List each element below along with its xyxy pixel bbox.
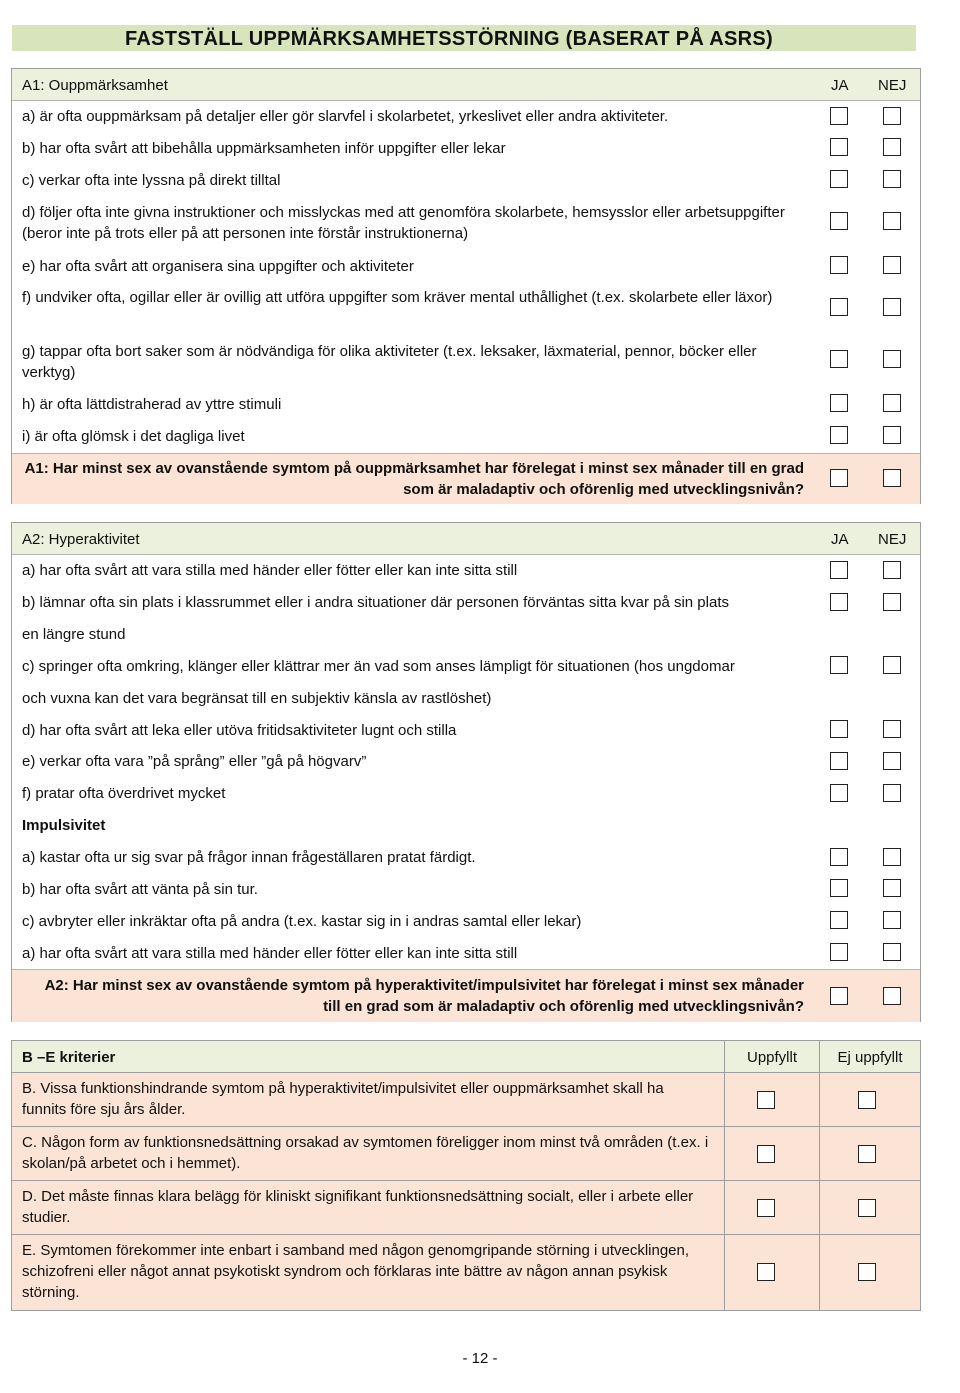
be-item-e bbox=[12, 1235, 920, 1310]
a2-f-ja-checkbox[interactable] bbox=[830, 784, 848, 802]
a1-d-nej-checkbox[interactable] bbox=[883, 212, 901, 230]
a2-e-nej-checkbox[interactable] bbox=[883, 752, 901, 770]
be-b-ej-uppfyllt-checkbox[interactable] bbox=[858, 1091, 876, 1109]
a1-summary-nej-checkbox[interactable] bbox=[883, 469, 901, 487]
a2-summary-nej-checkbox[interactable] bbox=[883, 987, 901, 1005]
be-item-d bbox=[12, 1181, 920, 1235]
a1-e-nej-checkbox[interactable] bbox=[883, 256, 901, 274]
be-item-text: B. Vissa funktionshindrande symtom på hyperaktivitet/impulsivitet eller ouppmärksamhet skall ha funnits före sju års ålder. bbox=[22, 1080, 664, 1118]
a2-item-text: b) lämnar ofta sin plats i klassrummet eller i andra situationer där personen förväntas sitta kvar på sin plats bbox=[22, 594, 729, 611]
a1-header bbox=[12, 69, 920, 101]
a2-b-nej-checkbox[interactable] bbox=[883, 593, 901, 611]
a2-summary-text: A2: Har minst sex av ovanstående symtom på hyperaktivitet/impulsivitet har förelegat i minst sex månader till en grad som är maladaptiv och oförenlig med utvecklingsnivån? bbox=[44, 977, 804, 1015]
a1-b-nej-checkbox[interactable] bbox=[883, 138, 901, 156]
a2-item-text: f) pratar ofta överdrivet mycket bbox=[22, 785, 226, 802]
a2-item-text: och vuxna kan det vara begränsat till en subjektiv känsla av rastlöshet) bbox=[22, 690, 492, 707]
a2-e-ja-checkbox[interactable] bbox=[830, 752, 848, 770]
be-d-ej-uppfyllt-checkbox[interactable] bbox=[858, 1199, 876, 1217]
be-b-uppfyllt-checkbox[interactable] bbox=[757, 1091, 775, 1109]
a1-item-text: a) är ofta ouppmärksam på detaljer eller gör slarvfel i skolarbetet, yrkeslivet eller andra aktiviteter. bbox=[22, 108, 669, 125]
a1-c-nej-checkbox[interactable] bbox=[883, 170, 901, 188]
be-section bbox=[11, 1040, 921, 1311]
a1-e-ja-checkbox[interactable] bbox=[830, 256, 848, 274]
a1-b-ja-checkbox[interactable] bbox=[830, 138, 848, 156]
a2-item-text: a) har ofta svårt att vara stilla med händer eller fötter eller kan inte sitta still bbox=[22, 562, 518, 579]
impuls-c-ja-checkbox[interactable] bbox=[830, 911, 848, 929]
be-item-text: E. Symtomen förekommer inte enbart i samband med någon genomgripande störning i utvecklingen, schizofreni eller något annat psykotiskt syndrom och förklaras inte bättre av någon annan psykisk störning. bbox=[22, 1242, 690, 1301]
a1-item-text: f) undviker ofta, ogillar eller är ovillig att utföra uppgifter som kräver mental uthållighet (t.ex. skolarbete eller läxor) bbox=[22, 289, 773, 306]
title-bar bbox=[12, 25, 916, 51]
impuls-heading: Impulsivitet bbox=[22, 817, 106, 834]
impuls-b-nej-checkbox[interactable] bbox=[883, 879, 901, 897]
a1-item-text: h) är ofta lättdistraherad av yttre stimuli bbox=[22, 396, 282, 413]
impuls-item-text: b) har ofta svårt att vänta på sin tur. bbox=[22, 881, 258, 898]
be-item-text: C. Någon form av funktionsnedsättning orsakad av symtomen föreligger inom minst två områden (t.ex. i skolan/på arbetet och i hemmet). bbox=[22, 1134, 709, 1172]
a1-item-text: g) tappar ofta bort saker som är nödvändiga för olika aktiviteter (t.ex. leksaker, läxmaterial, pennor, böcker eller verktyg) bbox=[22, 343, 757, 381]
a2-d-nej-checkbox[interactable] bbox=[883, 720, 901, 738]
a1-heading: A1: Ouppmärksamhet bbox=[22, 77, 168, 94]
col-uppfyllt: Uppfyllt bbox=[724, 1041, 819, 1073]
a1-f-nej-checkbox[interactable] bbox=[883, 298, 901, 316]
col-nej: NEJ bbox=[878, 531, 907, 548]
a2-c-ja-checkbox[interactable] bbox=[830, 656, 848, 674]
be-c-ej-uppfyllt-checkbox[interactable] bbox=[858, 1145, 876, 1163]
be-item-text: D. Det måste finnas klara belägg för kliniskt signifikant funktionsnedsättning socialt, eller i arbete eller studier. bbox=[22, 1188, 694, 1226]
a1-summary-text: A1: Har minst sex av ovanstående symtom på ouppmärksamhet har förelegat i minst sex månader till en grad som är maladaptiv och oförenlig med utvecklingsnivån? bbox=[24, 460, 804, 498]
a1-c-ja-checkbox[interactable] bbox=[830, 170, 848, 188]
impuls-item-text: a) kastar ofta ur sig svar på frågor innan frågeställaren pratat färdigt. bbox=[22, 849, 476, 866]
a2-item-text: e) verkar ofta vara ”på språng” eller ”gå på högvarv” bbox=[22, 753, 367, 770]
be-c-uppfyllt-checkbox[interactable] bbox=[757, 1145, 775, 1163]
a2-a-ja-checkbox[interactable] bbox=[830, 561, 848, 579]
a1-item-text: i) är ofta glömsk i det dagliga livet bbox=[22, 428, 245, 445]
be-item-b bbox=[12, 1073, 920, 1127]
be-heading: B –E kriterier bbox=[22, 1049, 116, 1066]
page-number: - 12 - bbox=[462, 1350, 498, 1367]
col-ej-uppfyllt: Ej uppfyllt bbox=[819, 1041, 920, 1073]
a1-g-nej-checkbox[interactable] bbox=[883, 350, 901, 368]
a1-a-ja-checkbox[interactable] bbox=[830, 107, 848, 125]
a2-a-nej-checkbox[interactable] bbox=[883, 561, 901, 579]
a2-summary-ja-checkbox[interactable] bbox=[830, 987, 848, 1005]
a1-h-nej-checkbox[interactable] bbox=[883, 394, 901, 412]
a2-summary bbox=[12, 969, 920, 1022]
a1-summary bbox=[12, 453, 920, 504]
a2-f-nej-checkbox[interactable] bbox=[883, 784, 901, 802]
a2-b-ja-checkbox[interactable] bbox=[830, 593, 848, 611]
a1-item-text: e) har ofta svårt att organisera sina uppgifter och aktiviteter bbox=[22, 258, 414, 275]
be-d-uppfyllt-checkbox[interactable] bbox=[757, 1199, 775, 1217]
a1-h-ja-checkbox[interactable] bbox=[830, 394, 848, 412]
a2-c-nej-checkbox[interactable] bbox=[883, 656, 901, 674]
impuls-a-ja-checkbox[interactable] bbox=[830, 848, 848, 866]
a1-f-ja-checkbox[interactable] bbox=[830, 298, 848, 316]
be-item-c bbox=[12, 1127, 920, 1181]
a2-header bbox=[12, 523, 920, 555]
be-e-uppfyllt-checkbox[interactable] bbox=[757, 1263, 775, 1281]
a1-section bbox=[11, 68, 921, 504]
impuls-b-ja-checkbox[interactable] bbox=[830, 879, 848, 897]
a2-item-text: c) springer ofta omkring, klänger eller klättrar mer än vad som anses lämpligt för situationen (hos ungdomar bbox=[22, 658, 735, 675]
impuls-item-text: a) har ofta svårt att vara stilla med händer eller fötter eller kan inte sitta still bbox=[22, 945, 518, 962]
a1-a-nej-checkbox[interactable] bbox=[883, 107, 901, 125]
col-nej: NEJ bbox=[878, 77, 907, 94]
a1-item-text: c) verkar ofta inte lyssna på direkt tilltal bbox=[22, 172, 281, 189]
be-header bbox=[12, 1041, 920, 1073]
page-title: FASTSTÄLL UPPMÄRKSAMHETSSTÖRNING (BASERAT PÅ ASRS) bbox=[125, 28, 773, 50]
a1-d-ja-checkbox[interactable] bbox=[830, 212, 848, 230]
a1-item-text: b) har ofta svårt att bibehålla uppmärksamheten inför uppgifter eller lekar bbox=[22, 140, 506, 157]
a1-g-ja-checkbox[interactable] bbox=[830, 350, 848, 368]
a1-summary-ja-checkbox[interactable] bbox=[830, 469, 848, 487]
a1-item-text: d) följer ofta inte givna instruktioner och misslyckas med att genomföra skolarbete, hemsysslor eller arbetsuppgifter (beror inte på trots eller på att personen inte förstår instruktionerna) bbox=[22, 204, 785, 242]
a2-item-text: en längre stund bbox=[22, 626, 126, 643]
impuls-c-nej-checkbox[interactable] bbox=[883, 911, 901, 929]
a2-d-ja-checkbox[interactable] bbox=[830, 720, 848, 738]
a2-section bbox=[11, 522, 921, 1022]
a2-heading: A2: Hyperaktivitet bbox=[22, 531, 140, 548]
be-e-ej-uppfyllt-checkbox[interactable] bbox=[858, 1263, 876, 1281]
impuls-d-nej-checkbox[interactable] bbox=[883, 943, 901, 961]
col-ja: JA bbox=[831, 531, 849, 548]
a1-i-ja-checkbox[interactable] bbox=[830, 426, 848, 444]
col-ja: JA bbox=[831, 77, 849, 94]
a2-item-text: d) har ofta svårt att leka eller utöva fritidsaktiviteter lugnt och stilla bbox=[22, 722, 457, 739]
impuls-a-nej-checkbox[interactable] bbox=[883, 848, 901, 866]
impuls-item-text: c) avbryter eller inkräktar ofta på andra (t.ex. kastar sig in i andras samtal eller lekar) bbox=[22, 913, 582, 930]
a1-i-nej-checkbox[interactable] bbox=[883, 426, 901, 444]
impuls-d-ja-checkbox[interactable] bbox=[830, 943, 848, 961]
